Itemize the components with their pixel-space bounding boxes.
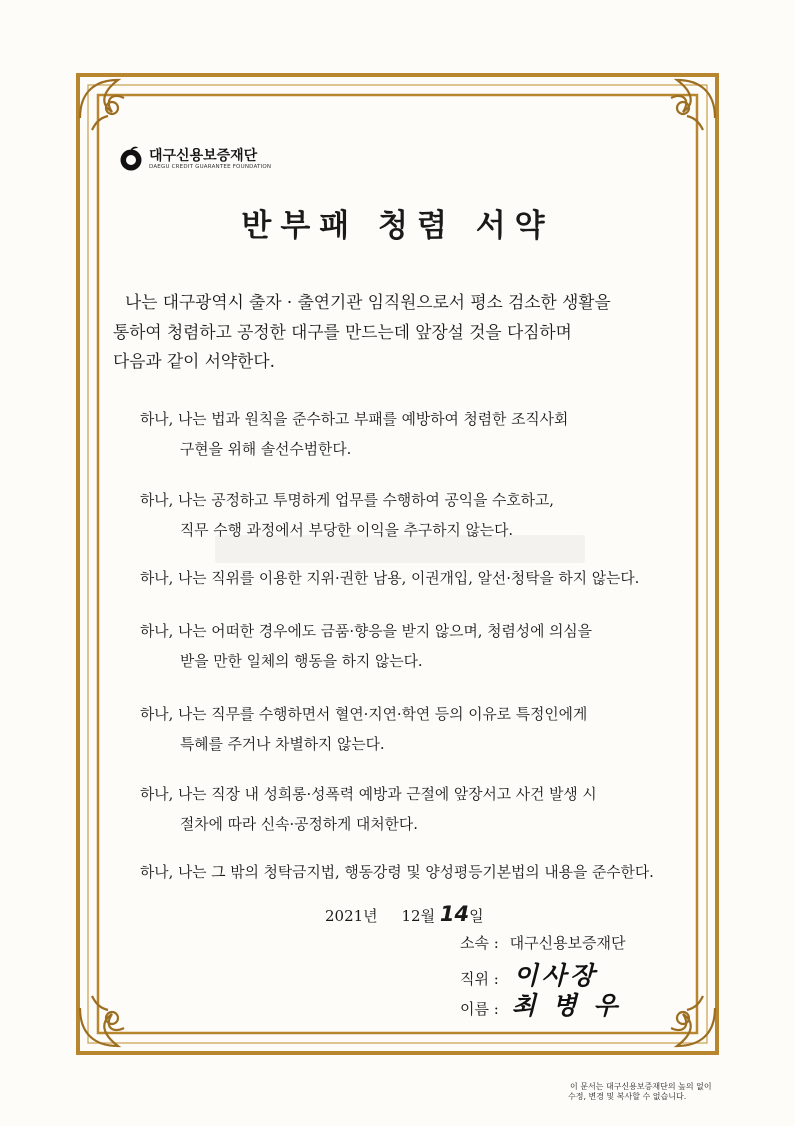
affiliation-value: 대구신용보증재단 — [509, 934, 626, 952]
corner-ornament-top-right — [671, 80, 715, 130]
footnote-line: 수정, 변경 및 복사할 수 없습니다. — [568, 1092, 687, 1101]
pledge-line: 절차에 따라 신속·공정하게 대처한다. — [180, 816, 418, 833]
preamble-paragraph — [113, 288, 683, 377]
date-month: 12월 — [401, 907, 436, 925]
pledge-item — [140, 858, 700, 888]
pledge-line: 하나, 나는 직장 내 성희롱·성폭력 예방과 근절에 앞장서고 사건 발생 시 — [140, 786, 597, 803]
pledge-date — [325, 902, 484, 926]
organization-name: 대구신용보증재단 — [149, 147, 258, 164]
footnote-line: 이 문서는 대구신용보증재단의 높의 없이 — [570, 1082, 712, 1091]
pledge-item — [140, 617, 700, 677]
pledge-line: 하나, 나는 직위를 이용한 지위·권한 남용, 이권개입, 알선·청탁을 하지 않는다. — [140, 570, 640, 587]
page-title: 반부패 청렴 서약 — [241, 208, 554, 244]
pledge-line: 하나, 나는 법과 원칙을 준수하고 부패를 예방하여 청렴한 조직사회 — [140, 411, 569, 428]
name-handwritten-signature: 최 병 우 — [511, 991, 622, 1020]
pledge-line: 하나, 나는 직무를 수행하면서 혈연·지연·학연 등의 이유로 특정인에게 — [140, 706, 588, 723]
corner-ornament-bottom-left — [80, 996, 124, 1046]
corner-ornament-top-left — [80, 80, 124, 130]
pledge-line: 하나, 나는 어떠한 경우에도 금품·향응을 받지 않으며, 청렴성에 의심을 — [140, 623, 592, 640]
pledge-item — [140, 405, 700, 465]
pledge-line: 받을 만한 일체의 행동을 하지 않는다. — [180, 653, 423, 670]
date-year: 2021년 — [325, 907, 378, 925]
corner-ornament-bottom-right — [671, 996, 715, 1046]
pledge-item — [140, 700, 700, 760]
preamble-line: 다음과 같이 서약한다. — [113, 351, 275, 371]
position-handwritten: 이사장 — [513, 961, 599, 990]
footnote — [560, 1082, 760, 1102]
name-label: 이름 : — [460, 1000, 499, 1018]
foundation-logo-icon — [118, 146, 144, 172]
name-row — [460, 986, 621, 1022]
position-label: 직위 : — [460, 970, 499, 988]
date-day-handwritten: 14 — [439, 902, 470, 926]
affiliation-label: 소속 : — [460, 934, 499, 952]
pledge-item — [140, 486, 700, 546]
pledge-line: 하나, 나는 공정하고 투명하게 업무를 수행하여 공익을 수호하고, — [140, 492, 554, 509]
pledge-line: 특혜를 주거나 차별하지 않는다. — [180, 736, 385, 753]
pledge-line: 하나, 나는 그 밖의 청탁금지법, 행동강령 및 양성평등기본법의 내용을 준수한다. — [140, 864, 654, 881]
preamble-line: 나는 대구광역시 출자 · 출연기관 임직원으로서 평소 검소한 생활을 — [125, 292, 611, 312]
pledge-item — [140, 564, 700, 594]
pledge-line: 구현을 위해 솔선수범한다. — [180, 441, 352, 458]
organization-name-en: DAEGU CREDIT GUARANTEE FOUNDATION — [149, 163, 272, 170]
preamble-line: 통하여 청렴하고 공정한 대구를 만드는데 앞장설 것을 다짐하며 — [113, 321, 572, 342]
pledge-item — [140, 780, 700, 840]
affiliation-row — [460, 932, 626, 953]
date-day-suffix: 일 — [469, 907, 484, 925]
organization-logo — [118, 146, 271, 172]
pledge-line: 직무 수행 과정에서 부당한 이익을 추구하지 않는다. — [180, 522, 514, 539]
